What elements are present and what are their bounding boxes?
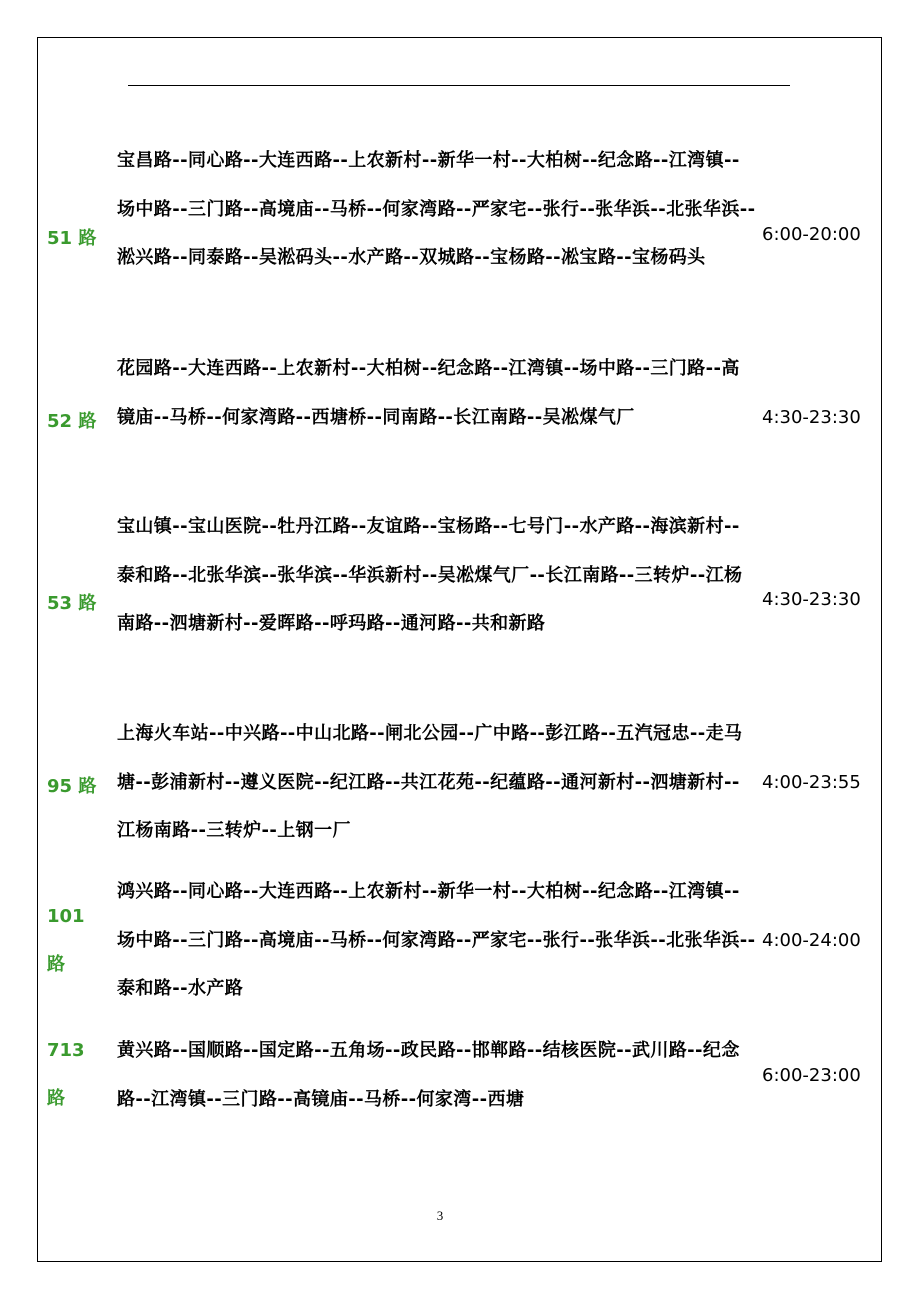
- header-rule: [128, 85, 790, 86]
- route-hours: 6:00-23:00: [762, 1065, 861, 1086]
- page-number: 3: [436, 1208, 444, 1223]
- route-name: 51 路: [47, 228, 97, 249]
- route-stops: 鸿兴路--同心路--大连西路--上农新村--新华一村--大柏树--纪念路--江湾镇--场中路--三门路--高境庙--马桥--何家湾路--严家宅--张行--张华浜--北张华浜--泰和路--水产路: [117, 881, 756, 999]
- route-hours: 4:30-23:30: [762, 407, 861, 428]
- route-hours: 4:00-23:55: [762, 772, 861, 793]
- route-name: 101 路: [47, 906, 85, 975]
- route-stops: 花园路--大连西路--上农新村--大柏树--纪念路--江湾镇--场中路--三门路--高镜庙--马桥--何家湾路--西塘桥--同南路--长江南路--吴凇煤气厂: [117, 358, 740, 428]
- route-stops: 宝昌路--同心路--大连西路--上农新村--新华一村--大柏树--纪念路--江湾镇--场中路--三门路--高境庙--马桥--何家湾路--严家宅--张行--张华浜--北张华浜--淞兴路--同泰路--吴淞码头--水产路--双城路--宝杨路--凇宝路--宝杨码头: [117, 150, 756, 268]
- route-stops: 上海火车站--中兴路--中山北路--闸北公园--广中路--彭江路--五汽冠忠--走马塘--彭浦新村--遵义医院--纪江路--共江花苑--纪蕴路--通河新村--泗塘新村--江杨南路--三转炉--上钢一厂: [117, 723, 743, 841]
- route-name: 52 路: [47, 411, 97, 432]
- route-name: 95 路: [47, 776, 97, 797]
- route-name: 53 路: [47, 593, 97, 614]
- route-hours: 6:00-20:00: [762, 224, 861, 245]
- route-stops: 黄兴路--国顺路--国定路--五角场--政民路--邯郸路--结核医院--武川路--纪念路--江湾镇--三门路--高镜庙--马桥--何家湾--西塘: [117, 1040, 740, 1110]
- route-hours: 4:00-24:00: [762, 930, 861, 951]
- route-stops: 宝山镇--宝山医院--牡丹江路--友谊路--宝杨路--七号门--水产路--海滨新村--泰和路--北张华滨--张华滨--华浜新村--吴凇煤气厂--长江南路--三转炉--江杨南路--泗塘新村--爱晖路--呼玛路--通河路--共和新路: [117, 516, 743, 634]
- route-name: 713 路: [47, 1040, 85, 1109]
- route-hours: 4:30-23:30: [762, 589, 861, 610]
